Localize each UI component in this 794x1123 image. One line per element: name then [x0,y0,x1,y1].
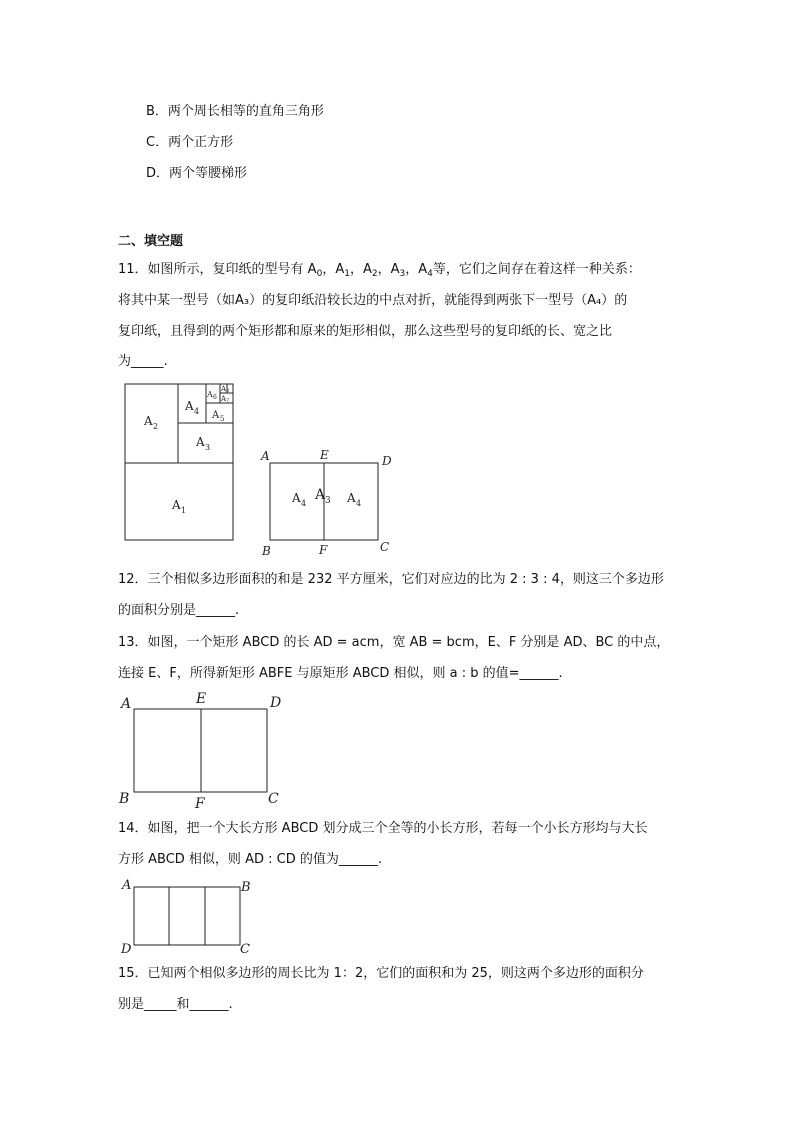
fig2-vertex-e: E [320,448,329,462]
section-title: 二、填空题 [118,234,184,249]
q15-line2: 别是_____和______. [118,997,233,1012]
fig2-label-left: A [292,491,301,505]
q11-paper-size-figure [124,383,236,541]
fig2-label-mid: A [315,487,326,503]
label-a4: A [185,399,194,413]
q14-line1: 14．如图，把一个大长方形 ABCD 划分成三个全等的小长方形，若每一个小长方形均与大长 [118,821,648,836]
choice-d: D．两个等腰梯形 [146,166,248,181]
q12-line1: 12．三个相似多边形面积的和是 232 平方厘米，它们对应边的比为 2 : 3 : 4，则这三个多边形 [118,572,664,587]
q13-line1: 13．如图，一个矩形 ABCD 的长 AD = acm，宽 AB = bcm，E、F 分别是 AD、BC 的中点， [118,635,670,650]
fig2-vertex-f: F [319,543,328,557]
q14-rectangle-figure [118,874,258,958]
label-a5-sub: 5 [220,415,225,423]
q11-line3: 复印纸，且得到的两个矩形都和原来的矩形相似，那么这些型号的复印纸的长、宽之比 [118,324,613,339]
q11-line1: 11．如图所示，复印纸的型号有 $A_0$，$A_1$，$A_2$，$A_3$，$A_4$等，它们之间存在着这样一种关系： [118,262,641,279]
q11-line1-post: 等，它们之间存在着这样一种关系： [432,262,641,277]
choice-c: C．两个正方形 [146,135,234,150]
q14-vertex-b: B [241,880,251,895]
svg-text:4: 4 [301,499,307,508]
q11-line1-pre: 11．如图所示，复印纸的型号有 A [118,262,317,277]
q13-rectangle-figure [116,688,288,812]
svg-text:A: A [207,390,213,399]
svg-text:3: 3 [226,388,230,394]
q13-vertex-f: F [195,796,205,812]
label-a4-sub: 4 [194,407,200,416]
label-a3-sub: 3 [205,443,211,452]
q13-vertex-e: E [196,691,207,707]
q13-vertex-c: C [268,791,279,807]
q13-vertex-a: A [121,696,132,712]
q14-vertex-c: C [240,942,250,957]
label-a1: A [172,498,181,512]
q12-line2: 的面积分别是______. [118,603,240,618]
label-a3: A [196,435,205,449]
svg-text:A: A [221,395,227,403]
svg-text:3: 3 [325,496,331,506]
q11-line2: 将其中某一型号（如A₃）的复印纸沿较长边的中点对折，就能得到两张下一型号（A₄）的 [118,293,628,308]
q15-line1: 15．已知两个相似多边形的周长比为 1：2，它们的面积和为 25，则这两个多边形的面积分 [118,966,644,981]
q13-vertex-b: B [119,791,130,807]
label-a1-sub: 1 [181,506,187,515]
svg-text:A: A [221,385,227,393]
fig2-vertex-d: D [382,454,392,468]
fig2-label-right: A [347,491,356,505]
q11-line4: 为_____. [118,354,168,369]
label-a2: A [144,414,153,428]
label-a2-sub: 2 [153,422,159,431]
q13-line2: 连接 E、F，所得新矩形 ABFE 与原矩形 ABCD 相似，则 a : b 的值=______. [118,666,563,681]
choice-b: B．两个周长相等的直角三角形 [146,104,324,119]
fig2-vertex-a: A [261,449,270,463]
svg-text:4: 4 [356,499,362,508]
svg-text:6: 6 [213,394,217,401]
fig2-vertex-b: B [262,544,271,558]
q14-line2: 方形 ABCD 相似，则 AD : CD 的值为______. [118,852,382,867]
q13-vertex-d: D [270,695,282,711]
q14-vertex-d: D [121,942,132,957]
q14-vertex-a: A [122,878,132,893]
fig2-vertex-c: C [380,540,390,554]
q11-fold-figure [258,446,398,558]
label-a5: A [212,410,220,421]
svg-text:7: 7 [226,398,230,404]
